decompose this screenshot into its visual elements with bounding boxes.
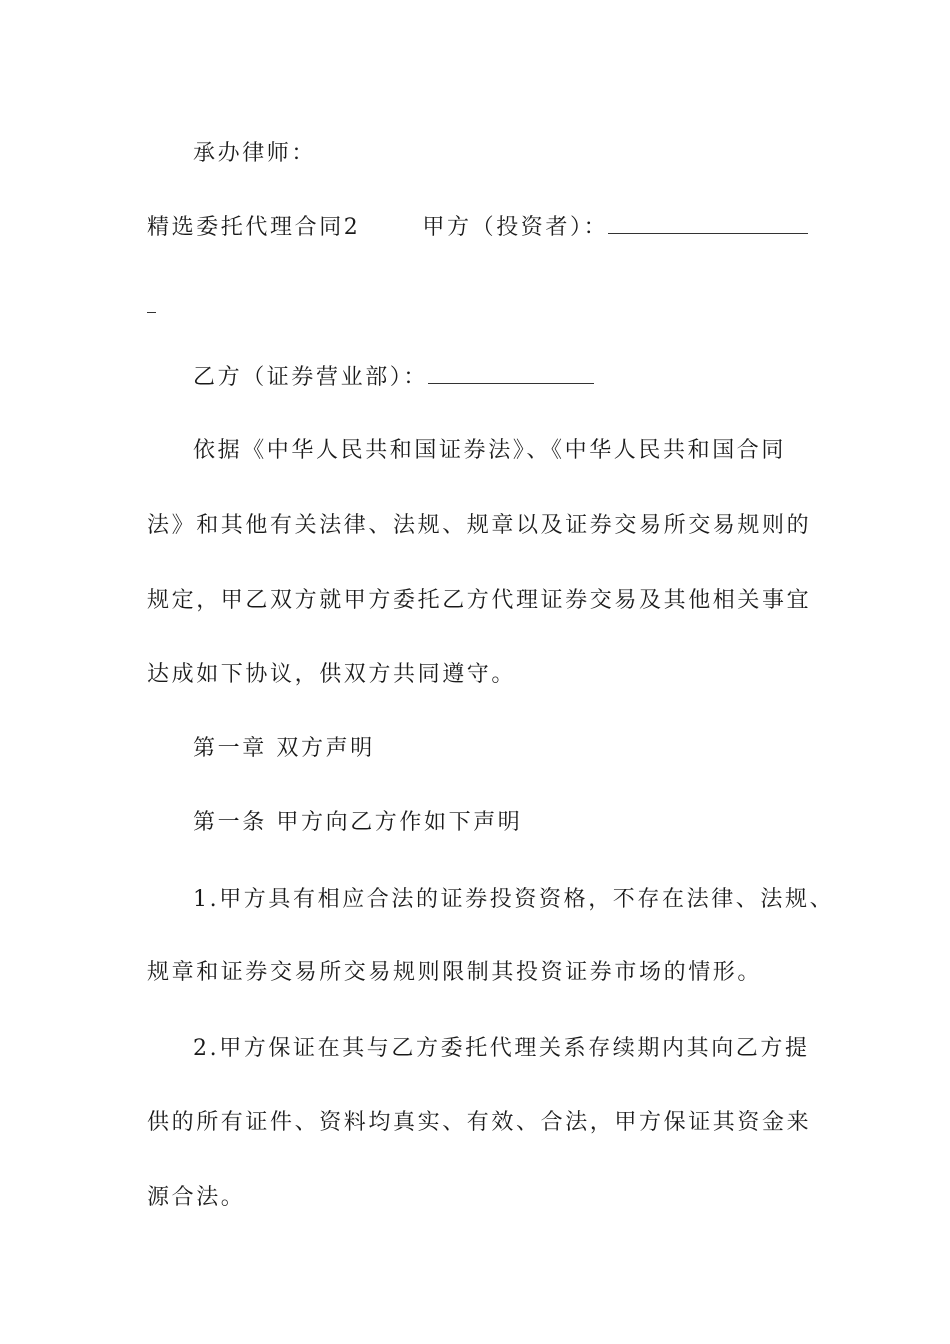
contract-title-line — [147, 213, 808, 243]
preamble-line-1: 依据《中华人民共和国证券法》、《中华人民共和国合同 — [193, 438, 787, 463]
party-a-blank — [608, 213, 808, 234]
clause-2-line-3: 源合法。 — [147, 1185, 246, 1210]
clause-1-line-2: 规章和证券交易所交易规则限制其投资证券市场的情形。 — [147, 960, 763, 985]
chapter-heading: 第一章 双方声明 — [193, 736, 375, 761]
preamble-line-2: 法》和其他有关法律、法规、规章以及证券交易所交易规则的 — [147, 513, 812, 538]
preamble-line-3: 规定，甲乙双方就甲方委托乙方代理证券交易及其他相关事宜 — [147, 588, 812, 613]
clause-1-line-1: 1.甲方具有相应合法的证券投资资格，不存在法律、法规、 — [193, 887, 835, 912]
party-b-line — [193, 363, 594, 393]
contract-title: 精选委托代理合同2 — [147, 215, 361, 240]
article-heading: 第一条 甲方向乙方作如下声明 — [193, 810, 523, 835]
party-a-blank-continuation — [147, 312, 156, 313]
clause-2-line-1: 2.甲方保证在其与乙方委托代理关系存续期内其向乙方提 — [193, 1036, 810, 1061]
lawyer-label: 承办律师： — [193, 141, 317, 166]
party-a-label: 甲方（投资者）： — [422, 215, 609, 240]
party-b-blank — [428, 363, 594, 384]
clause-2-line-2: 供的所有证件、资料均真实、有效、合法，甲方保证其资金来 — [147, 1110, 812, 1135]
party-b-label: 乙方（证券营业部）： — [193, 365, 429, 390]
preamble-line-4: 达成如下协议，供双方共同遵守。 — [147, 662, 517, 687]
